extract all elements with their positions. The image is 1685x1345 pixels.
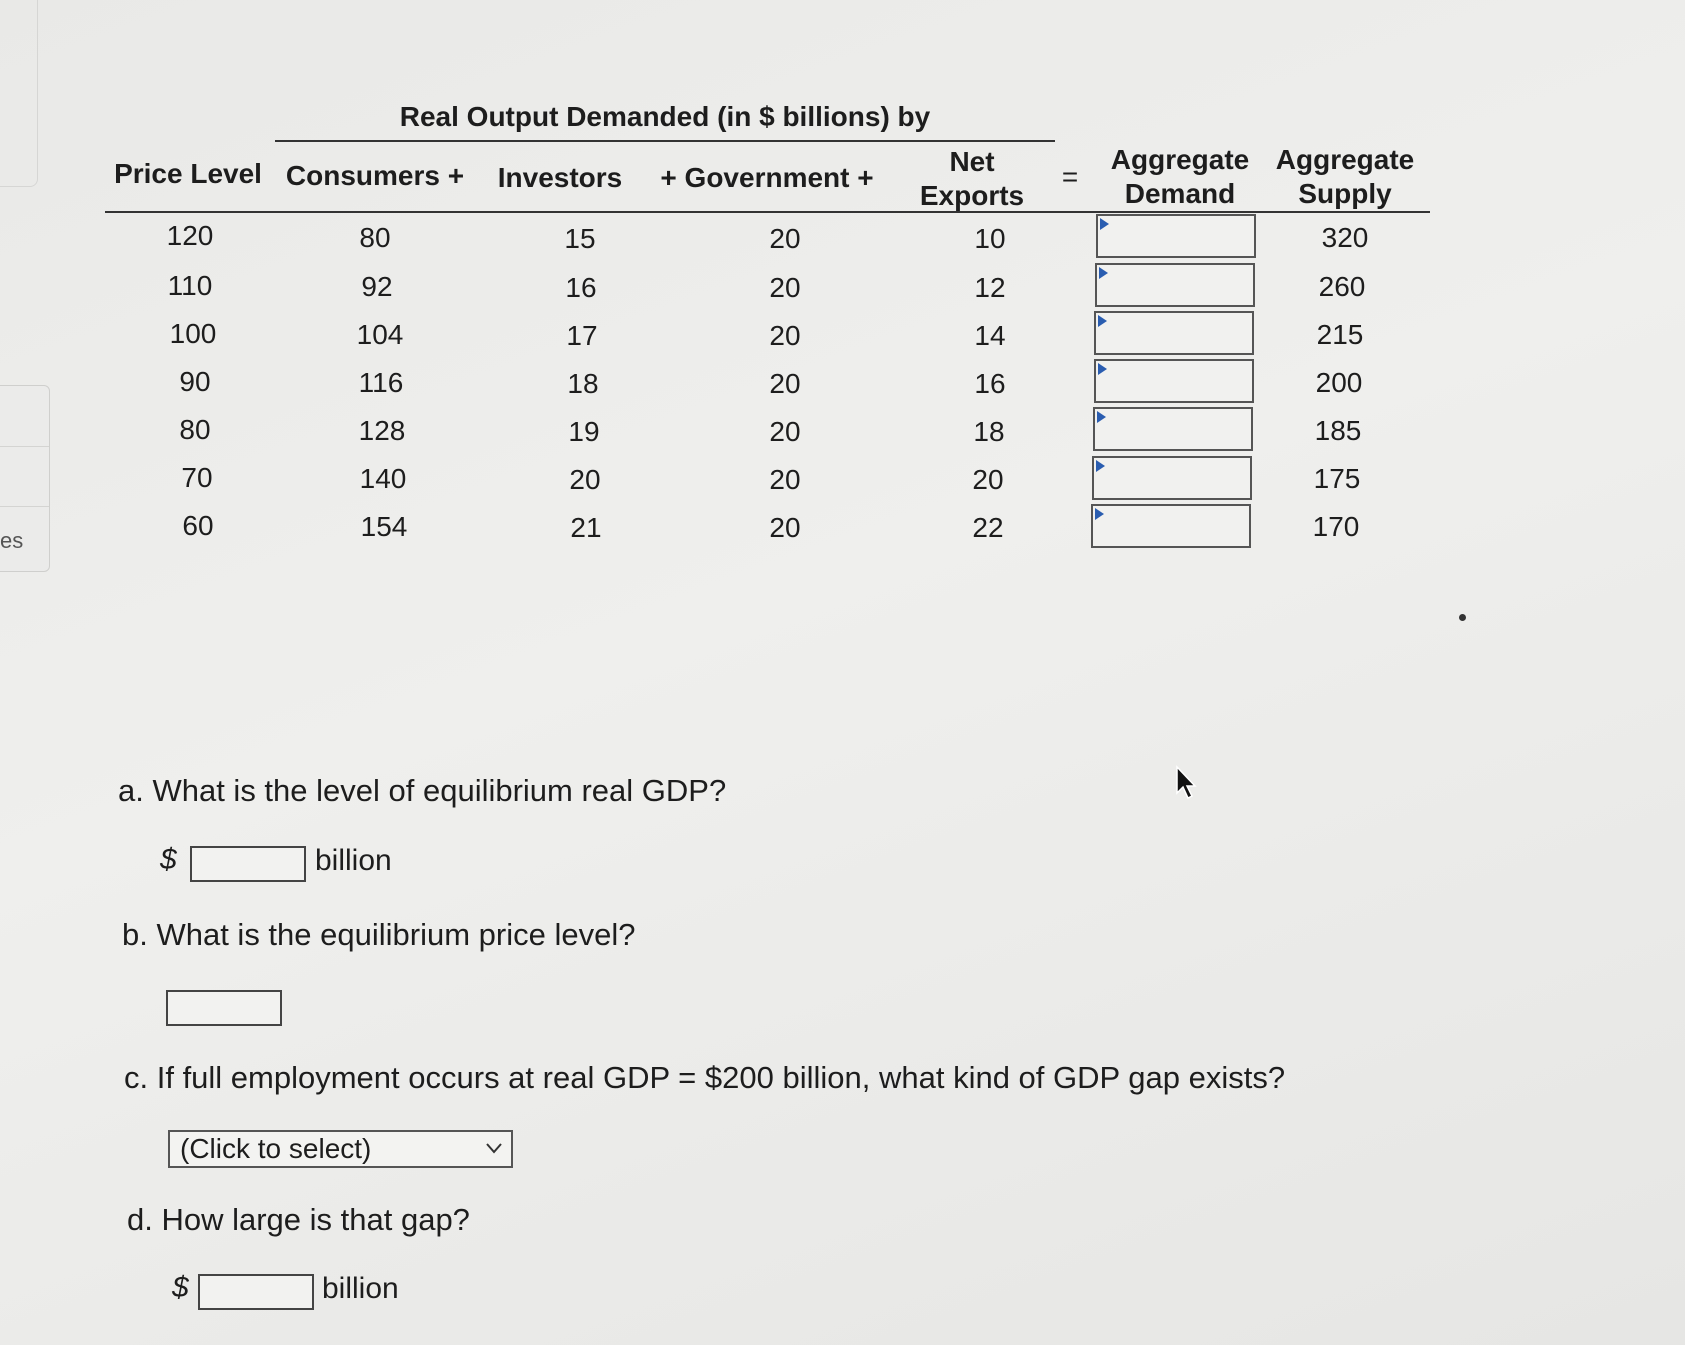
aggregate-demand-input[interactable] [1095,263,1255,307]
side-label: es [0,528,24,553]
cell-net-exports: 16 [974,368,1006,399]
cell-consumers: 80 [359,222,391,253]
cell-investors: 17 [566,320,598,351]
input-marker-icon [1100,218,1109,230]
question-c: c. If full employment occurs at real GDP = $200 billion, what kind of GDP gap exists? [124,1060,1286,1095]
header-investors: Investors [497,162,623,193]
cell-net-exports: 10 [974,223,1006,254]
input-marker-icon [1098,363,1107,375]
input-marker-icon [1096,460,1105,472]
cell-supply: 170 [1312,511,1360,542]
window-edge [0,0,38,187]
cell-net-exports: 22 [972,512,1004,543]
gdp-gap-select[interactable] [168,1130,513,1168]
cell-consumers: 128 [358,415,406,446]
cell-government: 20 [769,512,801,543]
aggregate-demand-input[interactable] [1096,214,1256,258]
header-aggregate-supply [1265,143,1425,211]
cell-investors: 18 [567,368,599,399]
mouse-pointer-icon [1175,765,1201,806]
cell-government: 20 [769,320,801,351]
aggregate-demand-input[interactable] [1091,504,1251,548]
header-net-exports [912,145,1032,213]
question-a-dollar: $ [160,843,177,876]
question-b: b. What is the equilibrium price level? [122,917,636,952]
cell-net-exports: 12 [974,272,1006,303]
header-agg-supply-line2: Supply [1298,178,1392,209]
cell-net-exports: 18 [973,416,1005,447]
group-title-rule [275,140,1055,142]
cell-investors: 15 [564,223,596,254]
input-marker-icon [1097,411,1106,423]
input-marker-icon [1095,508,1104,520]
speck [1459,614,1466,621]
cell-consumers: 154 [360,511,408,542]
cell-price: 110 [167,270,213,301]
aggregate-demand-input[interactable] [1094,311,1254,355]
cell-investors: 16 [565,272,597,303]
cell-supply: 215 [1316,319,1364,350]
equilibrium-price-input[interactable] [166,990,282,1026]
cell-supply: 200 [1315,367,1363,398]
cell-government: 20 [769,416,801,447]
cell-supply: 185 [1314,415,1362,446]
aggregate-demand-input[interactable] [1092,456,1252,500]
cell-consumers: 140 [359,463,407,494]
cell-price: 80 [179,414,211,445]
gap-size-input[interactable] [198,1274,314,1310]
gdp-gap-select-value: (Click to select) [180,1133,372,1164]
cell-supply: 175 [1313,463,1361,494]
cell-investors: 20 [569,464,601,495]
header-agg-demand-line2: Demand [1124,178,1236,209]
cell-price: 120 [166,220,214,251]
input-marker-icon [1099,267,1108,279]
header-net-exports-line2: Exports [919,180,1025,211]
cell-government: 20 [769,223,801,254]
question-a-unit: billion [315,844,392,877]
header-agg-demand-line1: Aggregate [1110,144,1250,175]
input-marker-icon [1098,315,1107,327]
cell-supply: 320 [1321,222,1369,253]
cell-consumers: 116 [358,367,404,398]
cell-government: 20 [769,272,801,303]
cell-investors: 21 [570,512,602,543]
table-group-title: Real Output Demanded (in $ billions) by [399,101,931,132]
header-consumers: Consumers + [285,160,465,191]
cell-supply: 260 [1318,271,1366,302]
cell-price: 70 [181,462,213,493]
header-agg-supply-line1: Aggregate [1275,144,1415,175]
cell-consumers: 104 [356,319,404,350]
header-rule [105,211,1430,213]
cell-price: 90 [179,366,211,397]
aggregate-demand-input[interactable] [1093,407,1253,451]
header-aggregate-demand [1100,143,1260,211]
question-d-unit: billion [322,1272,399,1305]
chevron-down-icon [485,1134,503,1175]
cell-government: 20 [769,464,801,495]
header-net-exports-line1: Net [949,146,995,177]
cell-net-exports: 14 [974,320,1006,351]
equilibrium-gdp-input[interactable] [190,846,306,882]
cell-net-exports: 20 [972,464,1004,495]
cell-investors: 19 [568,416,600,447]
question-d: d. How large is that gap? [127,1202,470,1237]
cell-price: 60 [182,510,214,541]
header-government: + Government + [660,162,874,193]
question-a: a. What is the level of equilibrium real GDP? [118,773,727,808]
header-price-level: Price Level [114,158,262,189]
aggregate-demand-input[interactable] [1094,359,1254,403]
question-d-dollar: $ [172,1271,189,1304]
cell-government: 20 [769,368,801,399]
header-equals: = [1061,161,1079,192]
cell-consumers: 92 [361,271,393,302]
cell-price: 100 [169,318,217,349]
